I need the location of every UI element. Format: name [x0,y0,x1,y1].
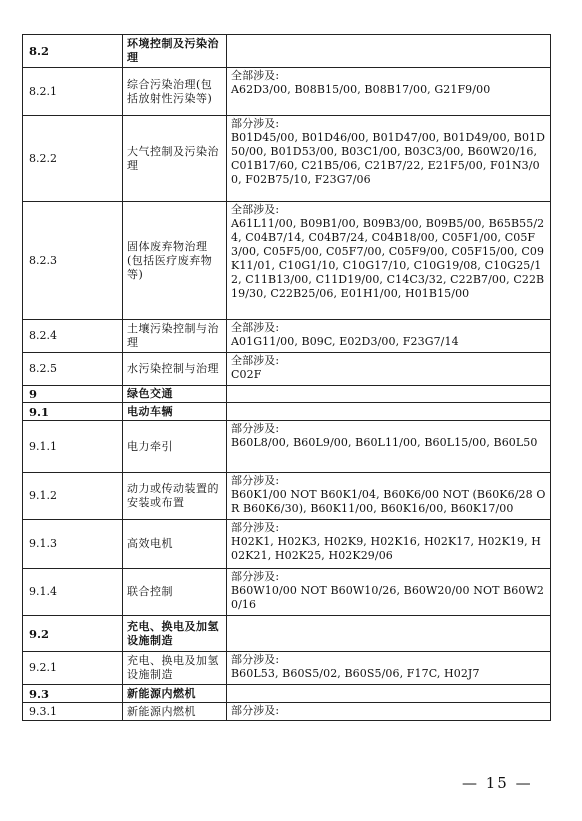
table-row [23,386,551,403]
ipc-code-list: H02K1, H02K3, H02K9, H02K16, H02K17, H02K19, H02K21, H02K25, H02K29/06 [231,535,541,562]
table-body [23,35,551,721]
table-row [23,473,551,520]
row-code: 9.1.3 [23,520,123,569]
ipc-code-list: A62D3/00, B08B15/00, B08B17/00, G21F9/00 [231,83,491,96]
row-code: 8.2.5 [23,353,123,386]
coverage-label: 全部涉及: [231,354,280,367]
row-description [227,520,551,569]
row-description [227,353,551,386]
table-row [23,652,551,685]
row-code: 8.2.4 [23,320,123,353]
row-description [227,473,551,520]
ipc-code-list: A01G11/00, B09C, E02D3/00, F23G7/14 [231,335,459,348]
coverage-label: 部分涉及: [231,422,280,435]
row-description [227,569,551,616]
row-description [227,616,551,652]
row-name: 新能源内燃机 [123,685,227,703]
page-number: — 15 — [462,774,533,792]
table-row [23,68,551,116]
row-description [227,68,551,116]
table-row [23,320,551,353]
row-name: 电力牵引 [123,421,227,473]
ipc-code-list: B01D45/00, B01D46/00, B01D47/00, B01D49/00, B01D50/00, B01D53/00, B03C1/00, B03C3/00, B60W20/16, C01B17/60, C21B5/06, C21B7/22, E21F5/00, F01N3/00, F02B75/10, F23G7/06 [231,131,546,186]
row-description [227,386,551,403]
row-description [227,703,551,721]
row-name: 充电、换电及加氢设施制造 [123,616,227,652]
coverage-label: 全部涉及: [231,321,280,334]
table-row [23,202,551,320]
row-code: 9.3 [23,685,123,703]
row-name: 水污染控制与治理 [123,353,227,386]
row-description [227,35,551,68]
ipc-code-list: A61L11/00, B09B1/00, B09B3/00, B09B5/00, B65B55/24, C04B7/14, C04B7/24, C04B18/00, C05F1/00, C05F3/00, C05F5/00, C05F7/00, C05F9/00, C05F15/00, C09K11/01, C10G1/10, C10G17/10, C10G19/08, C10G25/12, C11B13/00, C11D19/00, C14C3/32, C22B7/00, C22B19/30, C22B25/06, E01H1/00, H01B15/00 [231,217,545,300]
row-description [227,685,551,703]
coverage-label: 部分涉及: [231,653,280,666]
row-code: 8.2.1 [23,68,123,116]
table-row [23,569,551,616]
row-name: 环境控制及污染治理 [123,35,227,68]
row-name: 大气控制及污染治理 [123,116,227,202]
table-row [23,685,551,703]
row-code: 8.2.2 [23,116,123,202]
table-row [23,353,551,386]
ipc-code-list: C02F [231,368,262,381]
row-description [227,421,551,473]
row-code: 9.1 [23,403,123,421]
row-code: 9.3.1 [23,703,123,721]
row-code: 8.2.3 [23,202,123,320]
row-code: 9.1.4 [23,569,123,616]
row-name: 绿色交通 [123,386,227,403]
classification-table [22,34,551,721]
row-name: 土壤污染控制与治理 [123,320,227,353]
table-row [23,35,551,68]
row-name: 动力或传动装置的安装或布置 [123,473,227,520]
table-row [23,616,551,652]
row-description [227,320,551,353]
coverage-label: 部分涉及: [231,521,280,534]
table-row [23,116,551,202]
row-code: 9.1.1 [23,421,123,473]
row-description [227,202,551,320]
coverage-label: 部分涉及: [231,704,280,717]
table-row [23,403,551,421]
ipc-code-list: B60K1/00 NOT B60K1/04, B60K6/00 NOT (B60K6/28 OR B60K6/30), B60K11/00, B60K16/00, B60K17/00 [231,488,546,515]
table-row [23,520,551,569]
ipc-code-list: B60L8/00, B60L9/00, B60L11/00, B60L15/00, B60L50 [231,436,538,449]
row-name: 固体废弃物治理(包括医疗废弃物等) [123,202,227,320]
coverage-label: 全部涉及: [231,203,280,216]
row-name: 联合控制 [123,569,227,616]
coverage-label: 部分涉及: [231,474,280,487]
table-row [23,421,551,473]
row-name: 综合污染治理(包括放射性污染等) [123,68,227,116]
row-code: 9 [23,386,123,403]
coverage-label: 部分涉及: [231,117,280,130]
row-name: 高效电机 [123,520,227,569]
row-code: 9.2 [23,616,123,652]
ipc-code-list: B60W10/00 NOT B60W10/26, B60W20/00 NOT B60W20/16 [231,584,544,611]
row-code: 8.2 [23,35,123,68]
row-description [227,403,551,421]
row-code: 9.2.1 [23,652,123,685]
row-name: 新能源内燃机 [123,703,227,721]
row-code: 9.1.2 [23,473,123,520]
row-description [227,116,551,202]
row-name: 充电、换电及加氢设施制造 [123,652,227,685]
coverage-label: 全部涉及: [231,69,280,82]
row-description [227,652,551,685]
row-name: 电动车辆 [123,403,227,421]
ipc-code-list: B60L53, B60S5/02, B60S5/06, F17C, H02J7 [231,667,480,680]
coverage-label: 部分涉及: [231,570,280,583]
table-row [23,703,551,721]
